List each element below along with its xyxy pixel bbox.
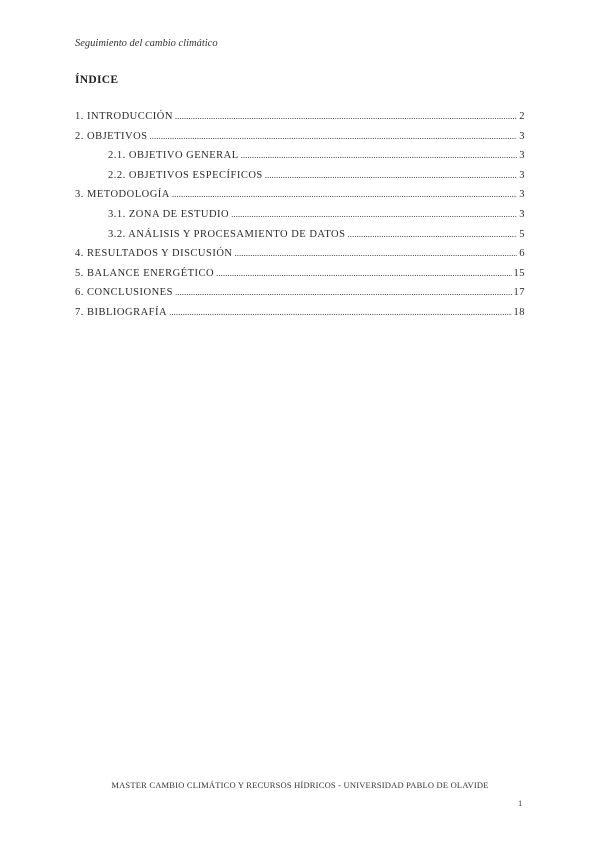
toc-entry-label: 2.2. OBJETIVOS ESPECÍFICOS (108, 169, 263, 181)
index-title: ÍNDICE (75, 74, 119, 86)
toc-entry-page: 17 (513, 287, 525, 299)
toc-entry-label: 6. CONCLUSIONES (75, 287, 173, 299)
toc-entry-label: 7. BIBLIOGRAFÍA (75, 306, 168, 318)
toc-leader (175, 287, 512, 297)
toc-leader (169, 307, 511, 317)
toc-leader (235, 248, 518, 258)
toc-entry-introduccion[interactable] (75, 111, 525, 131)
toc-entry-label: 3.1. ZONA DE ESTUDIO (108, 208, 230, 220)
page-number: 1 (518, 798, 523, 808)
toc-entry-conclusiones[interactable] (75, 287, 525, 307)
toc-entry-label: 2.1. OBJETIVO GENERAL (108, 150, 239, 162)
toc-entry-balance-energetico[interactable] (75, 268, 525, 288)
toc-entry-page: 6 (519, 248, 525, 260)
toc-entry-label: 4. RESULTADOS Y DISCUSIÓN (75, 248, 233, 260)
toc-entry-page: 15 (513, 267, 525, 279)
toc-entry-objetivo-general[interactable] (75, 150, 525, 170)
toc-leader (150, 131, 518, 141)
toc-leader (216, 268, 511, 278)
toc-entry-page: 3 (519, 208, 525, 220)
toc-entry-zona-de-estudio[interactable] (75, 209, 525, 229)
table-of-contents (75, 111, 525, 327)
toc-entry-resultados[interactable] (75, 248, 525, 268)
toc-leader (347, 229, 517, 239)
running-header: Seguimiento del cambio climático (75, 38, 218, 49)
toc-entry-analisis-procesamiento[interactable] (75, 229, 525, 249)
toc-entry-page: 18 (513, 306, 525, 318)
toc-entry-metodologia[interactable] (75, 189, 525, 209)
toc-leader (265, 170, 517, 180)
toc-entry-page: 3 (519, 130, 525, 142)
toc-entry-objetivos-especificos[interactable] (75, 170, 525, 190)
toc-entry-objetivos[interactable] (75, 131, 525, 151)
toc-leader (172, 189, 517, 199)
toc-entry-label: 2. OBJETIVOS (75, 130, 148, 142)
toc-entry-label: 5. BALANCE ENERGÉTICO (75, 267, 215, 279)
toc-entry-label: 3. METODOLOGÍA (75, 189, 170, 201)
toc-entry-label: 1. INTRODUCCIÓN (75, 111, 173, 122)
toc-leader (241, 150, 518, 160)
toc-entry-page: 5 (519, 228, 525, 240)
toc-entry-label: 3.2. ANÁLISIS Y PROCESAMIENTO DE DATOS (108, 228, 346, 240)
toc-leader (175, 111, 517, 121)
toc-entry-page: 3 (519, 189, 525, 201)
toc-entry-bibliografia[interactable] (75, 307, 525, 327)
page-footer: MASTER CAMBIO CLIMÁTICO Y RECURSOS HÍDRICOS - UNIVERSIDAD PABLO DE OLAVIDE (111, 780, 489, 790)
toc-leader (231, 209, 517, 219)
toc-entry-page: 3 (519, 169, 525, 181)
toc-entry-page: 2 (519, 111, 525, 122)
toc-entry-page: 3 (519, 150, 525, 162)
